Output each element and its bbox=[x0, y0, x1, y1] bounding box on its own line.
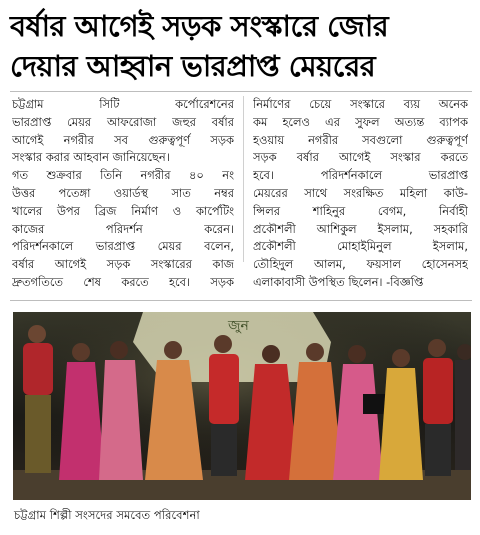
headline-divider bbox=[10, 91, 472, 92]
text-line: পরিদর্শনকালে ভারপ্রাপ্ত মেয়র বলেন, bbox=[12, 239, 234, 254]
text-line: সড়ক বর্ষার আগেই সংস্কার করতে bbox=[253, 150, 468, 165]
photo-caption: চট্টগ্রাম শিল্পী সংসদের সমবেত পরিবেশনা bbox=[14, 508, 200, 522]
text-line: প্রকৌশলী আশিকুল ইসলাম, সহকারি bbox=[253, 221, 468, 236]
text-line: নির্মাণের চেয়ে সংস্কারে ব্যয় অনেক bbox=[253, 97, 468, 111]
headline-line-2: দেয়ার আহ্বান ভারপ্রাপ্ত মেয়রের bbox=[10, 49, 376, 83]
text-line: সংস্কার করার আহবান জানিয়েছেন। bbox=[12, 150, 170, 165]
text-line: ন্সিলর শাহিনুর বেগম, নির্বাহী bbox=[253, 203, 468, 218]
text-line: তৌহিদুল আলম, ফয়সাল হোসেনসহ bbox=[253, 257, 468, 272]
text-line: চট্টগ্রাম সিটি কর্পোরেশনের bbox=[12, 97, 234, 111]
text-line: ভারপ্রাপ্ত মেয়র আফরোজা জহুর বর্ষার bbox=[12, 114, 234, 129]
text-line: হওয়ায় নগরীর সবগুলো গুরুত্বপূর্ণ bbox=[253, 132, 468, 147]
text-line: বর্ষার আগেই সড়ক সংস্কারের কাজ bbox=[12, 257, 234, 272]
text-line: খালের উপর ব্রিজ নির্মাণ ও কার্পেটিং bbox=[12, 203, 234, 218]
text-line: আগেই নগরীর সব গুরুত্বপূর্ণ সড়ক bbox=[12, 132, 234, 147]
text-line: উত্তর পতেঙ্গা ওয়ার্ডস্থ সাত নম্বর bbox=[12, 185, 234, 200]
performance-photo bbox=[13, 312, 471, 500]
article-divider bbox=[10, 300, 472, 301]
banner-text: জুন bbox=[228, 318, 249, 334]
text-line: এলাকাবাসী উপস্থিত ছিলেন। -বিজ্ঞপ্তি bbox=[253, 274, 424, 289]
headline bbox=[10, 6, 472, 86]
text-line: গত শুক্রবার তিনি নগরীর ৪০ নং bbox=[12, 168, 234, 183]
headline-line-1: বর্ষার আগেই সড়ক সংস্কারে জোর bbox=[10, 9, 389, 43]
article-column-2 bbox=[253, 96, 468, 292]
text-line: কম হলেও এর সুফল অত্যন্ত ব্যাপক bbox=[253, 114, 468, 129]
text-line: মেয়রের সাথে সংরক্ষিত মহিলা কাউ- bbox=[253, 185, 468, 200]
column-divider bbox=[243, 96, 244, 262]
text-line: কাজের পরিদর্শন করেন। bbox=[12, 221, 234, 236]
article-column-1 bbox=[12, 96, 234, 292]
text-line: প্রকৌশলী মোহাইমিনুল ইসলাম, bbox=[253, 239, 468, 254]
photo-illustration bbox=[13, 312, 471, 500]
text-line: দ্রুতগতিতে শেষ করতে হবে। সড়ক bbox=[12, 274, 234, 289]
text-line: হবে। পরিদর্শনকালে ভারপ্রাপ্ত bbox=[253, 168, 468, 183]
